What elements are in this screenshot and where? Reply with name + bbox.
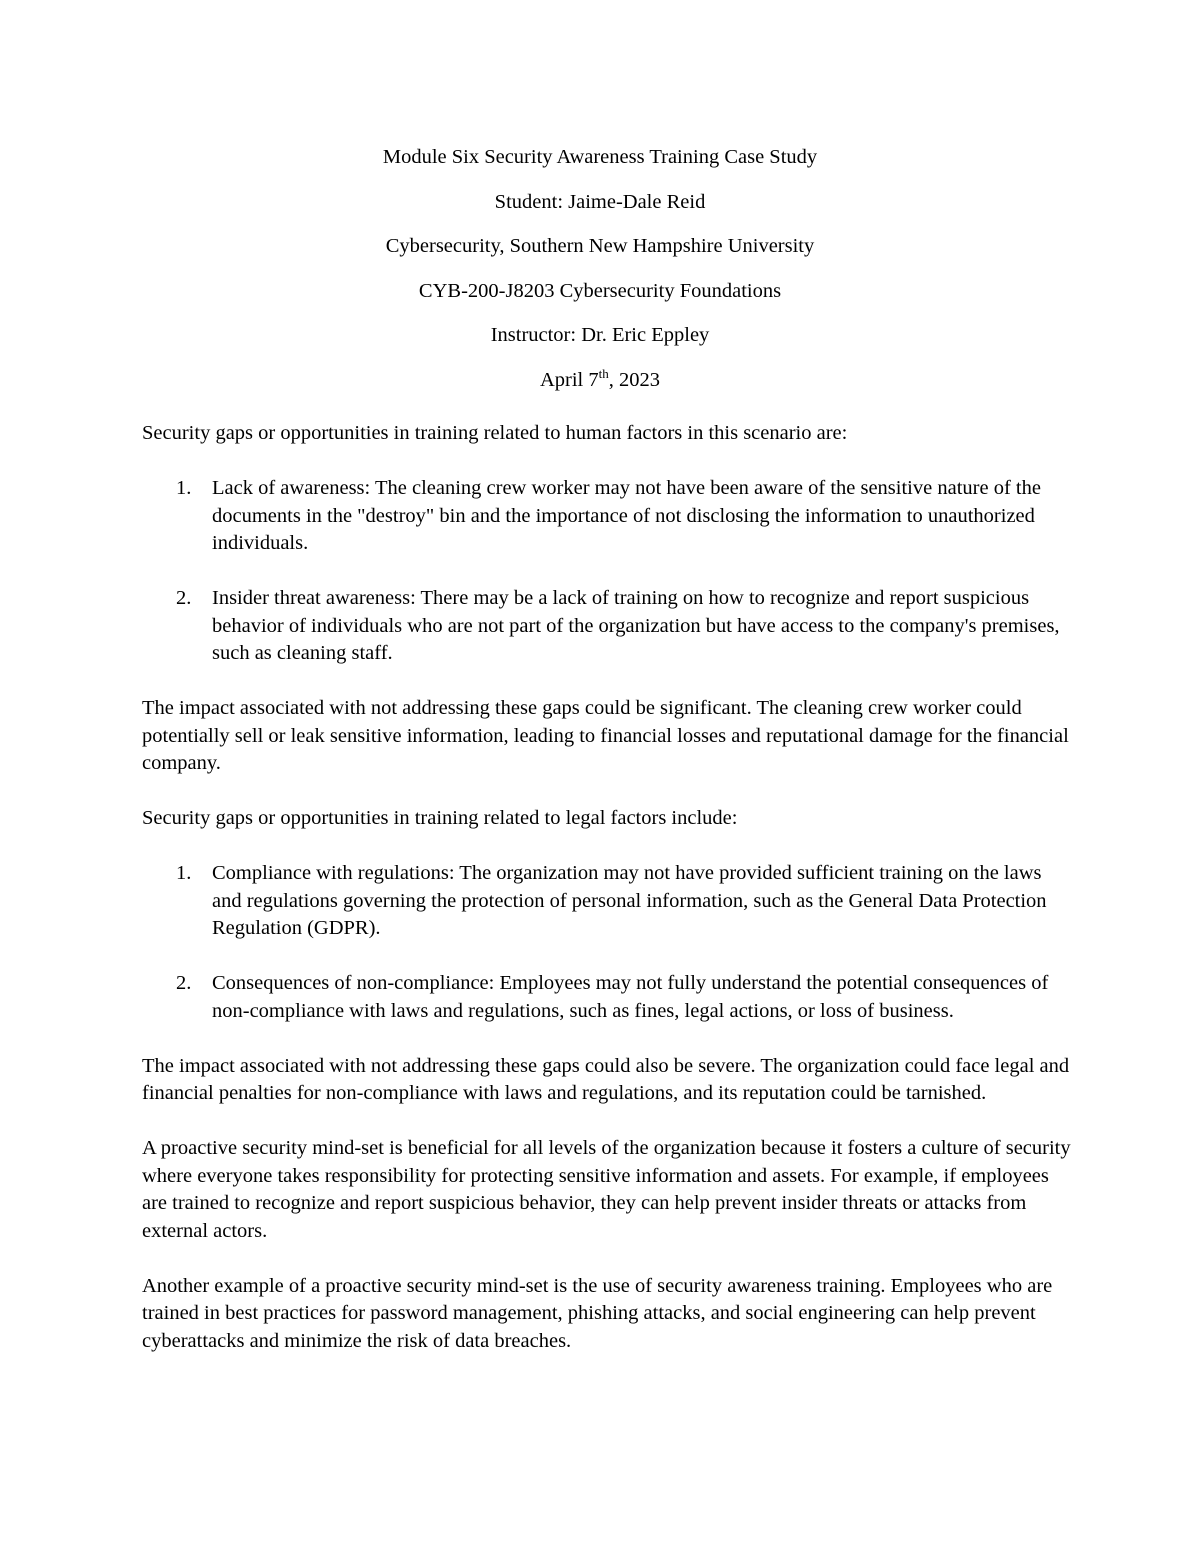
document-title: Module Six Security Awareness Training Case Study: [382, 146, 818, 168]
proactive-example-paragraph: Another example of a proactive security mind-set is the use of security awareness training. Employees who are trained in best practices for password management, phishing attacks, and social engineering can help prevent cyberattacks and minimize the risk of data breaches.: [142, 1274, 1053, 1352]
title-block: [0, 141, 1200, 408]
date-suffix: , 2023: [608, 368, 661, 391]
instructor-name: Instructor: Dr. Eric Eppley: [490, 324, 710, 346]
list-item-text: Consequences of non-compliance: Employees may not fully understand the potential consequences of non-compliance with laws and regulations, such as fines, legal actions, or loss of business.: [212, 972, 1049, 1022]
legal-factors-impact: The impact associated with not addressing these gaps could also be severe. The organization could face legal and financial penalties for non-compliance with laws and regulations, and its reputation could be tarnished.: [142, 1054, 1070, 1104]
date-prefix: April 7: [539, 368, 599, 391]
list-item: [142, 585, 1072, 668]
document-date: [0, 364, 1200, 409]
legal-factors-list: [142, 860, 1072, 1025]
list-number: 1.: [176, 862, 192, 884]
course-name: CYB-200-J8203 Cybersecurity Foundations: [418, 279, 782, 302]
student-name: Student: Jaime-Dale Reid: [494, 190, 706, 213]
legal-factors-intro: Security gaps or opportunities in training related to legal factors include:: [142, 807, 738, 829]
document-body: [142, 420, 1072, 1383]
date-ordinal-suffix: th: [598, 365, 609, 381]
human-factors-list: [142, 475, 1072, 668]
list-number: 1.: [176, 477, 192, 499]
list-item-text: Lack of awareness: The cleaning crew worker may not have been aware of the sensitive nature of the documents in the "destroy" bin and the importance of not disclosing the information to unauthorized individuals.: [212, 477, 1041, 554]
human-factors-intro: Security gaps or opportunities in training related to human factors in this scenario are:: [142, 422, 848, 444]
proactive-mindset-paragraph: A proactive security mind-set is beneficial for all levels of the organization because it fosters a culture of security where everyone takes responsibility for protecting sensitive information and assets. For example, if employees are trained to recognize and report suspicious behavior, they can help prevent insider threats or attacks from external actors.: [142, 1137, 1071, 1242]
list-item: [142, 475, 1072, 558]
list-item-text: Compliance with regulations: The organization may not have provided sufficient training on the laws and regulations governing the protection of personal information, such as the General Data Protection Regulation (GDPR).: [212, 862, 1047, 939]
list-item-text: Insider threat awareness: There may be a lack of training on how to recognize and report suspicious behavior of individuals who are not part of the organization but have access to the company's premises, such as cleaning staff.: [212, 587, 1060, 664]
list-item: [142, 970, 1072, 1025]
list-item: [142, 860, 1072, 943]
human-factors-impact: The impact associated with not addressing these gaps could be significant. The cleaning crew worker could potentially sell or leak sensitive information, leading to financial losses and reputational damage for the financial company.: [142, 697, 1069, 774]
department: Cybersecurity, Southern New Hampshire University: [385, 235, 815, 257]
list-number: 2.: [176, 587, 192, 609]
list-number: 2.: [176, 972, 192, 994]
